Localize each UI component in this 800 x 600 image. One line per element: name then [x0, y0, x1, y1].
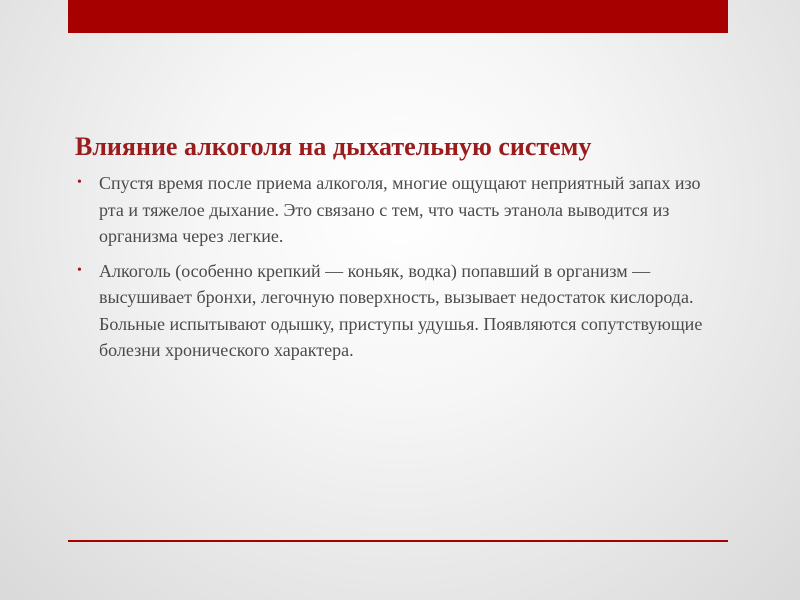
bullet-item	[75, 170, 715, 250]
bullet-item	[75, 258, 715, 364]
bullet-marker: •	[77, 175, 82, 190]
bullet-text: Спустя время после приема алкоголя, многие ощущают неприятный запах изо рта и тяжелое дыхание. Это связано с тем, что часть этанола выводится из организма через легкие.	[99, 173, 701, 246]
top-accent-bar	[68, 0, 728, 33]
bullet-marker: •	[77, 262, 82, 278]
bottom-accent-line	[68, 540, 728, 542]
bullet-list	[75, 170, 715, 372]
bullet-text: Алкоголь (особенно крепкий — коньяк, водка) попавший в организм — высушивает бронхи, легочную поверхность, вызывает недостаток кислорода. Больные испытывают одышку, приступы удушья. Появляются сопутствующие болезни хронического характера.	[99, 260, 703, 360]
slide-title: Влияние алкоголя на дыхательную систему	[75, 132, 592, 161]
